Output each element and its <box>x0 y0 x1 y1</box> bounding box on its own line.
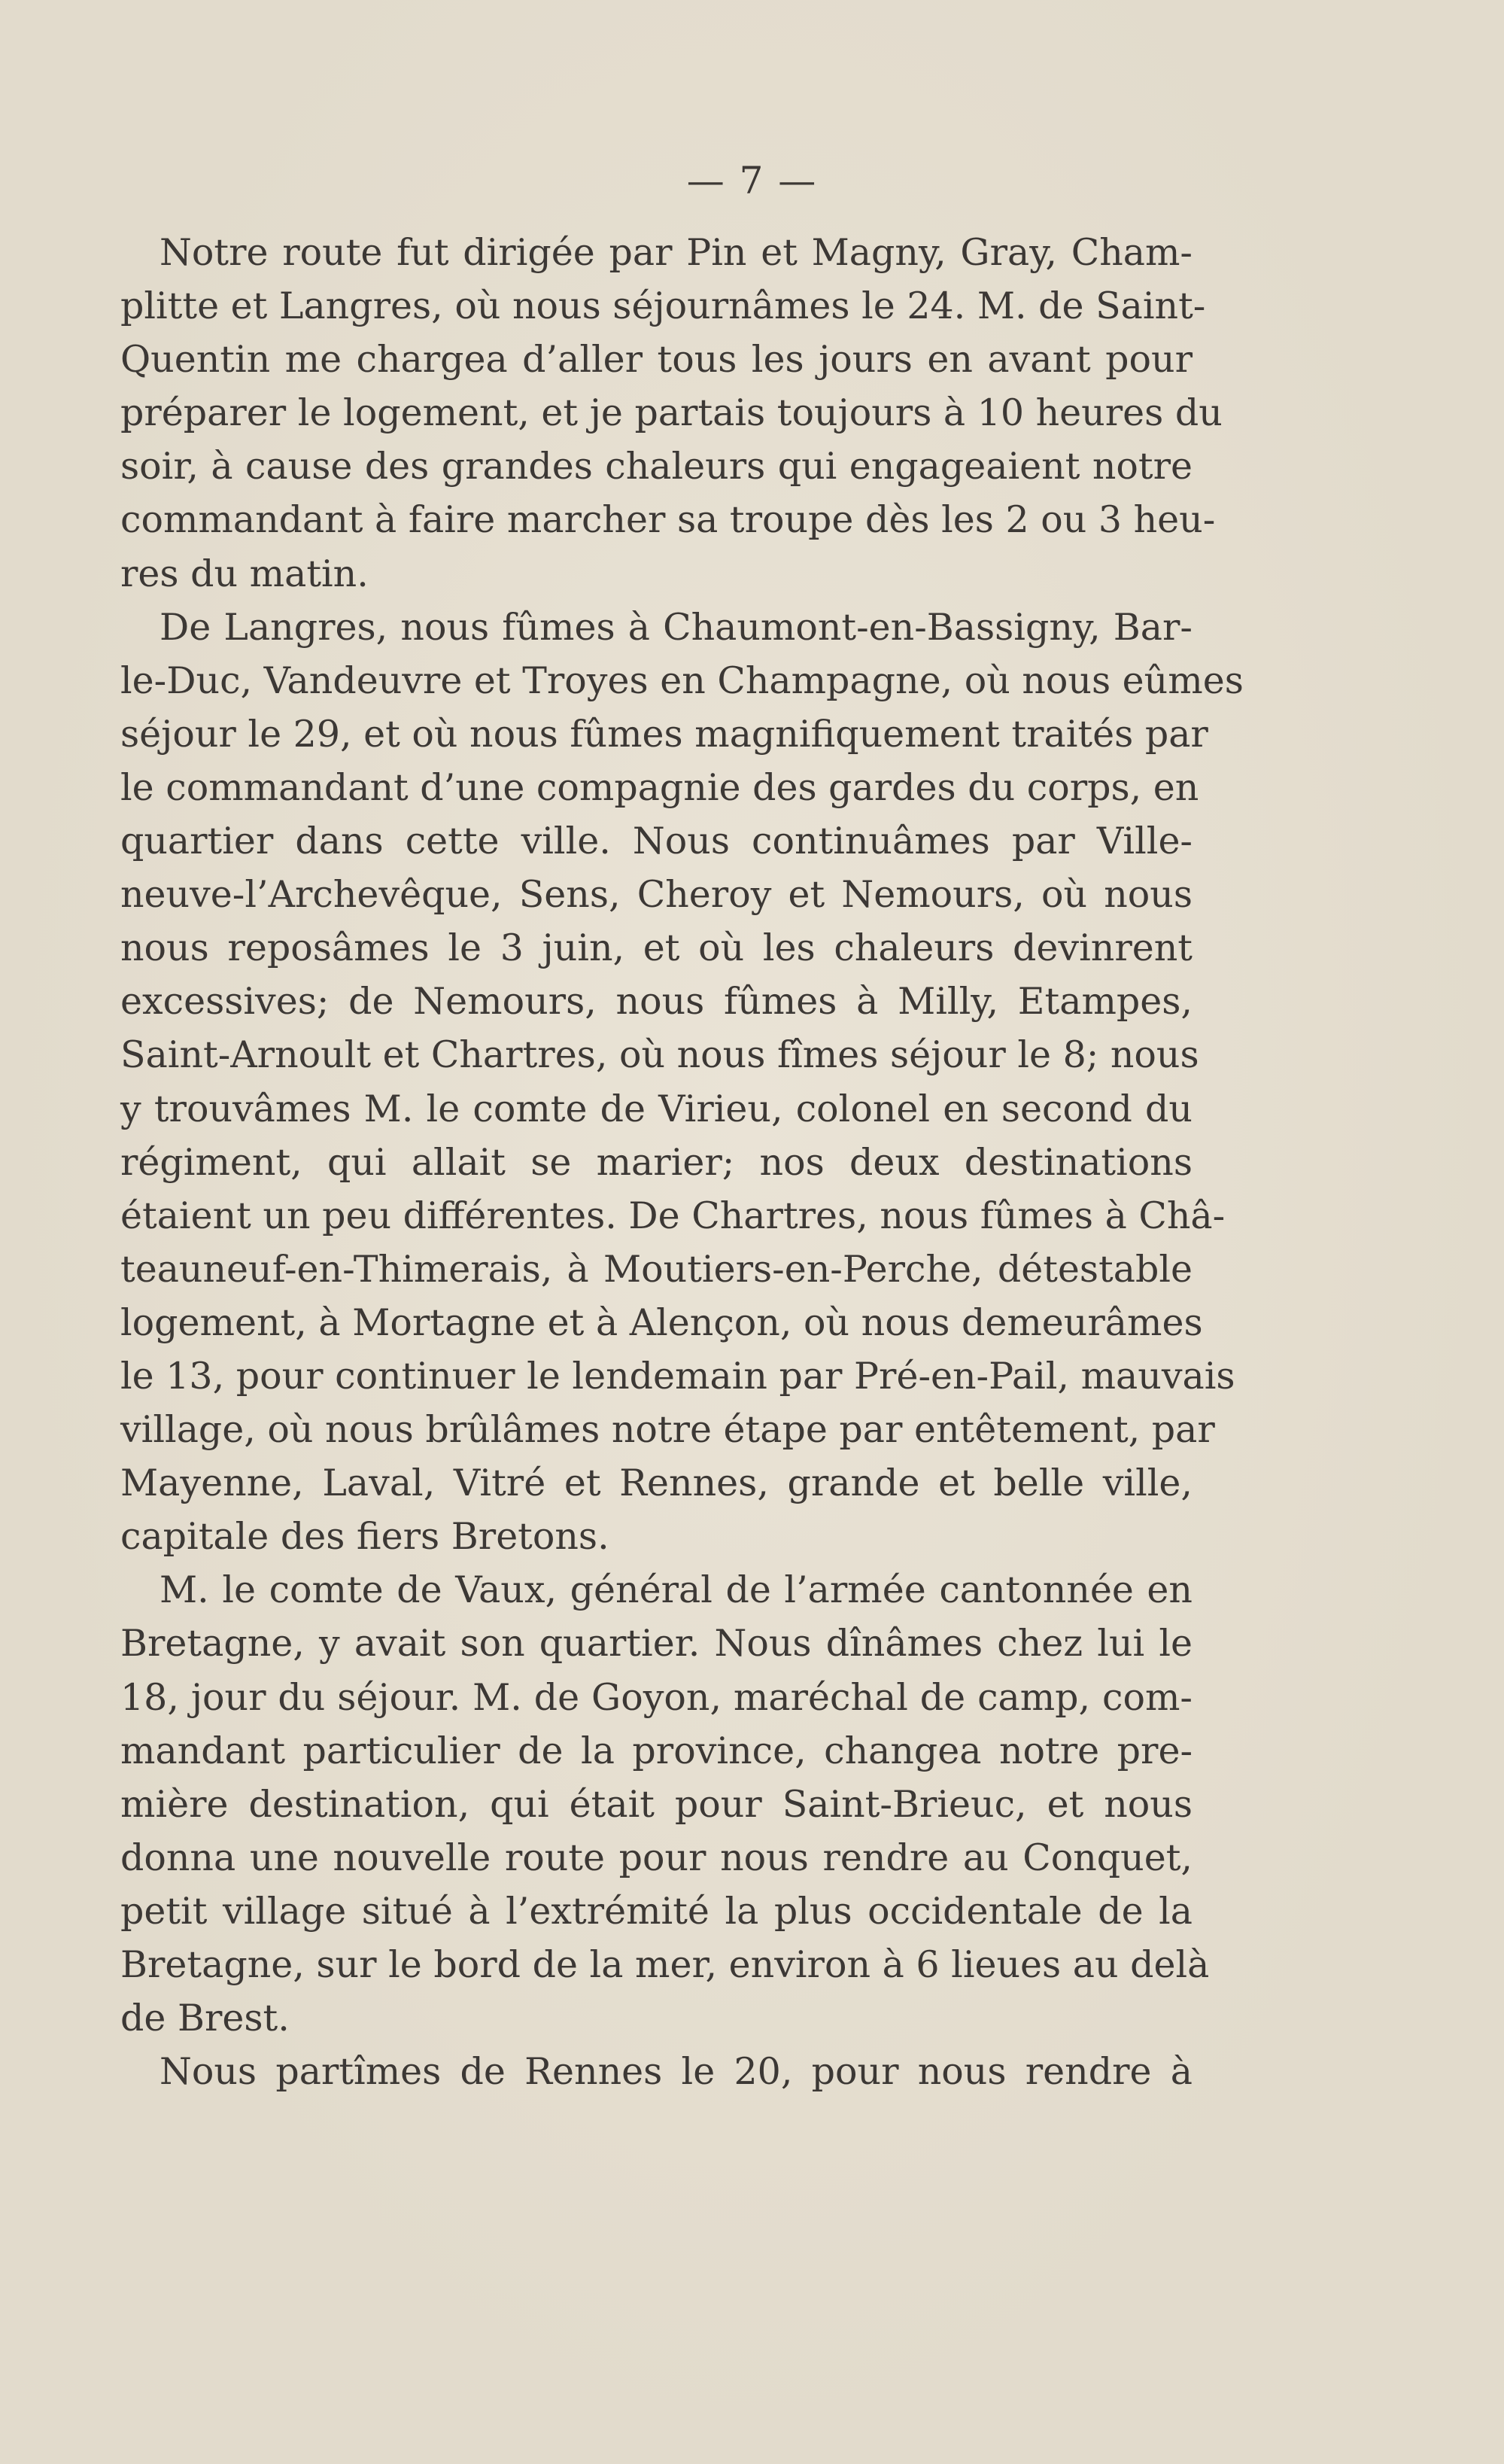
text-line: régiment, qui allait se marier; nos deux destinations <box>120 1140 1193 1184</box>
text-line: Bretagne, y avait son quartier. Nous dînâmes chez lui le <box>120 1622 1193 1665</box>
text-line: res du matin. <box>120 552 369 595</box>
text-line: M. le comte de Vaux, général de l’armée cantonnée en <box>160 1568 1193 1612</box>
text-line: le commandant d’une compagnie des gardes du corps, en <box>120 765 1199 809</box>
text-line: petit village situé à l’extrémité la plus occidentale de la <box>120 1889 1193 1933</box>
text-line: 18, jour du séjour. M. de Goyon, maréchal de camp, com- <box>120 1675 1193 1719</box>
text-line: y trouvâmes M. le comte de Virieu, colonel en second du <box>120 1087 1193 1130</box>
text-line: séjour le 29, et où nous fûmes magnifiquement traités par <box>120 712 1208 756</box>
text-line: village, où nous brûlâmes notre étape par entêtement, par <box>120 1408 1215 1452</box>
text-line: de Brest. <box>120 1997 290 2040</box>
text-line: quartier dans cette ville. Nous continuâmes par Ville- <box>120 820 1193 863</box>
text-line: donna une nouvelle route pour nous rendre au Conquet, <box>120 1836 1193 1879</box>
page-number: — 7 — <box>686 159 818 202</box>
text-line: mière destination, qui était pour Saint-Brieuc, et nous <box>120 1782 1193 1826</box>
text-line: plitte et Langres, où nous séjournâmes le 24. M. de Saint- <box>120 284 1206 328</box>
text-line: Bretagne, sur le bord de la mer, environ à 6 lieues au delà <box>120 1943 1210 1986</box>
text-line: le-Duc, Vandeuvre et Troyes en Champagne, où nous eûmes <box>120 659 1244 702</box>
text-line: étaient un peu différentes. De Chartres, nous fûmes à Châ- <box>120 1194 1226 1237</box>
text-line: le 13, pour continuer le lendemain par Pré-en-Pail, mauvais <box>120 1354 1235 1398</box>
text-line: logement, à Mortagne et à Alençon, où nous demeurâmes <box>120 1300 1203 1344</box>
text-line: capitale des fiers Bretons. <box>120 1515 609 1559</box>
text-line: nous reposâmes le 3 juin, et où les chaleurs devinrent <box>120 926 1193 970</box>
body-text <box>120 226 1244 2098</box>
text-line: mandant particulier de la province, changea notre pre- <box>120 1729 1193 1772</box>
text-line: soir, à cause des grandes chaleurs qui engageaient notre <box>120 445 1193 488</box>
text-line: Saint-Arnoult et Chartres, où nous fîmes séjour le 8; nous <box>120 1033 1199 1077</box>
text-line: Notre route fut dirigée par Pin et Magny, Gray, Cham- <box>160 231 1193 274</box>
text-line: Mayenne, Laval, Vitré et Rennes, grande et belle ville, <box>120 1462 1193 1505</box>
text-line: Nous partîmes de Rennes le 20, pour nous rendre à <box>160 2050 1193 2094</box>
text-line: teauneuf-en-Thimerais, à Moutiers-en-Perche, détestable <box>120 1247 1193 1291</box>
text-line: neuve-l’Archevêque, Sens, Cheroy et Nemours, où nous <box>120 873 1193 917</box>
text-line: Quentin me chargea d’aller tous les jours en avant pour <box>120 338 1193 382</box>
text-line: excessives; de Nemours, nous fûmes à Milly, Etampes, <box>120 980 1193 1024</box>
text-line: commandant à faire marcher sa troupe dès les 2 ou 3 heu- <box>120 498 1216 542</box>
text-line: préparer le logement, et je partais toujours à 10 heures du <box>120 391 1223 435</box>
text-line: De Langres, nous fûmes à Chaumont-en-Bassigny, Bar- <box>160 605 1193 649</box>
